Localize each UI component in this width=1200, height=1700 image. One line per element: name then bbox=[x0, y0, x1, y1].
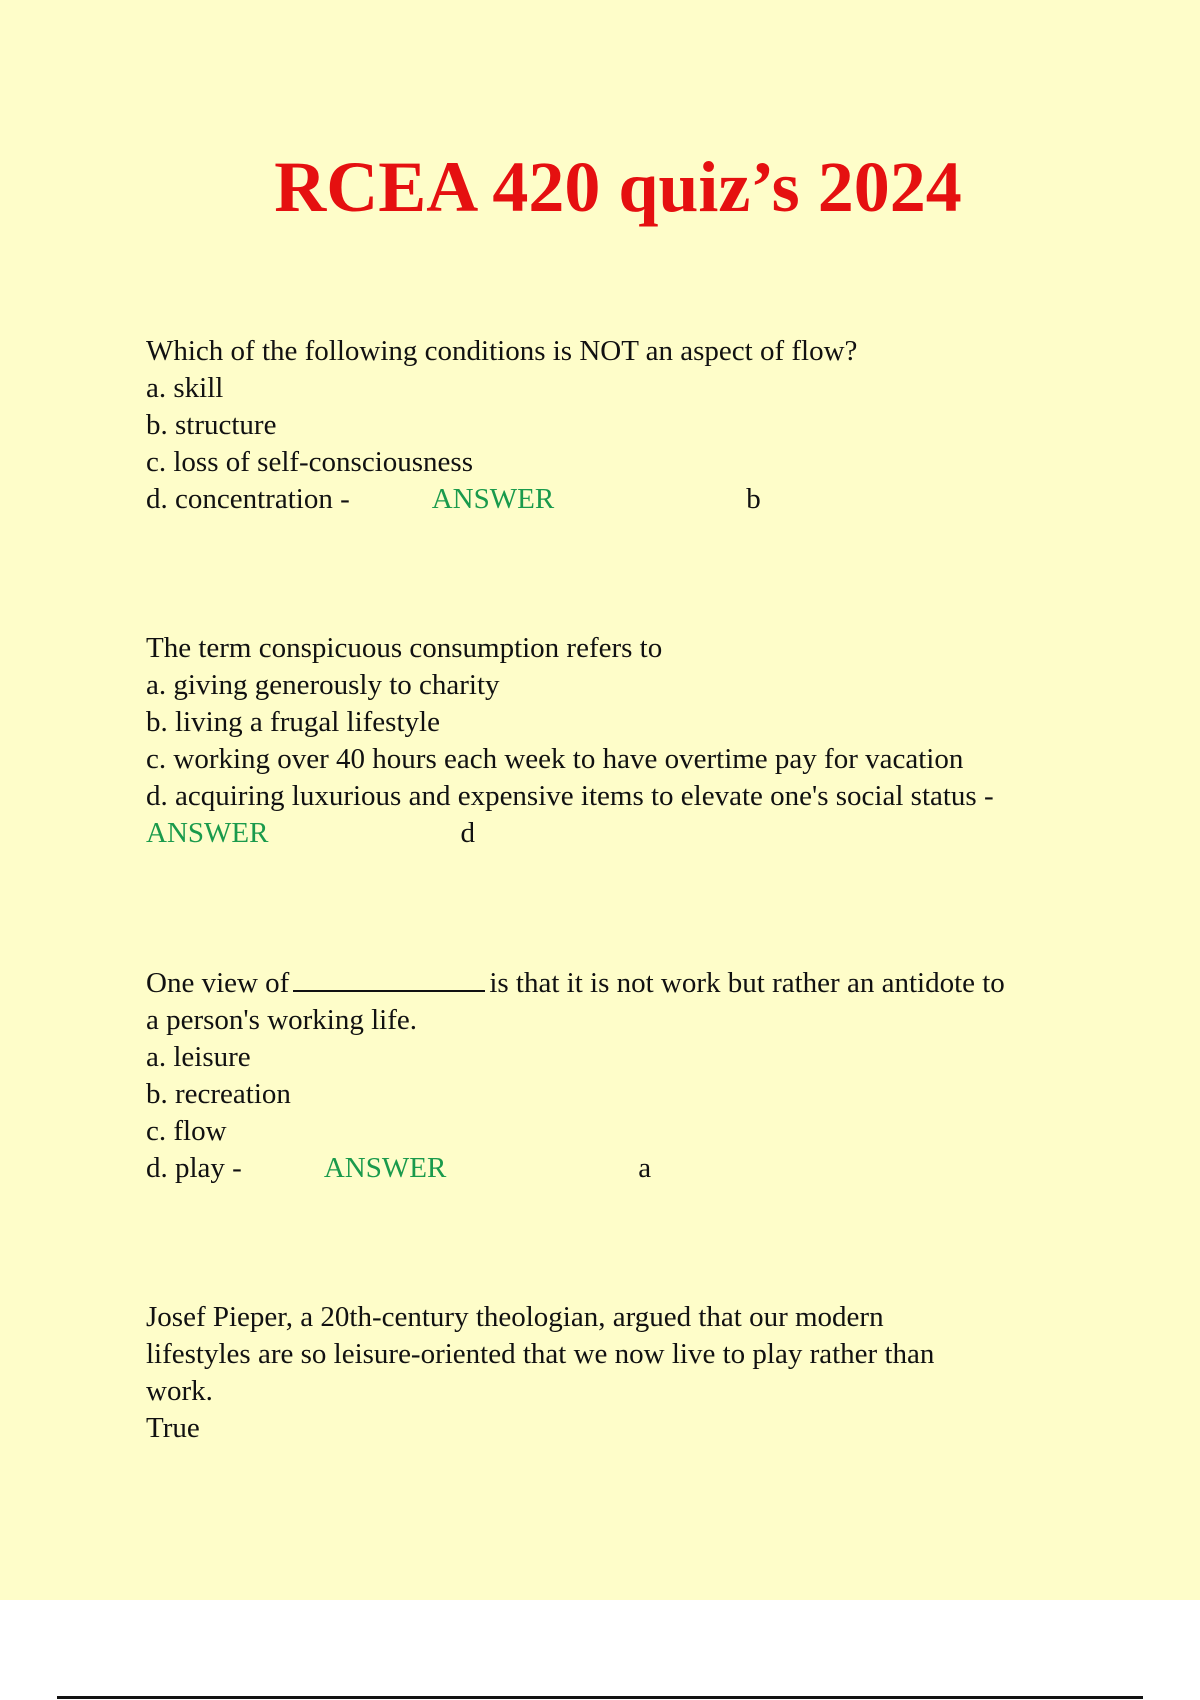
question-3-answer-label: ANSWER bbox=[323, 1152, 447, 1184]
document-title: RCEA 420 quiz’s 2024 bbox=[274, 147, 962, 227]
question-2-stem: The term conspicuous consumption refers to bbox=[146, 632, 663, 664]
question-3-stem-line-2: a person's working life. bbox=[146, 1004, 417, 1036]
question-4-stem-line-2: lifestyles are so leisure-oriented that we now live to play rather than bbox=[146, 1338, 935, 1370]
question-1-answer-line bbox=[146, 481, 1096, 518]
question-2-answer-label: ANSWER bbox=[146, 817, 269, 849]
question-3-stem-before-blank: One view of bbox=[146, 967, 290, 999]
question-2-option-a: a. giving generously to charity bbox=[146, 669, 500, 701]
question-3-answer: a bbox=[638, 1152, 652, 1184]
question-4 bbox=[146, 1299, 1096, 1447]
question-3 bbox=[146, 965, 1096, 1187]
question-3-stem-after-blank: is that it is not work but rather an antidote to bbox=[489, 967, 1005, 999]
question-1-option-d: d. concentration - bbox=[146, 483, 350, 515]
question-4-stem-line-1: Josef Pieper, a 20th-century theologian, argued that our modern bbox=[146, 1301, 884, 1333]
question-1-option-a: a. skill bbox=[146, 372, 224, 404]
question-1-option-b: b. structure bbox=[146, 409, 277, 441]
question-1-option-c: c. loss of self-consciousness bbox=[146, 446, 474, 478]
question-2-option-d: d. acquiring luxurious and expensive items to elevate one's social status - bbox=[146, 780, 994, 812]
question-3-stem-line-1 bbox=[146, 965, 1096, 1002]
question-1 bbox=[146, 333, 1096, 518]
question-1-answer: b bbox=[746, 483, 761, 515]
fill-in-blank bbox=[293, 970, 485, 992]
question-1-stem: Which of the following conditions is NOT an aspect of flow? bbox=[146, 335, 858, 367]
question-2-option-c: c. working over 40 hours each week to have overtime pay for vacation bbox=[146, 743, 964, 775]
question-3-option-c: c. flow bbox=[146, 1115, 227, 1147]
question-3-option-b: b. recreation bbox=[146, 1078, 291, 1110]
question-2-answer-line bbox=[146, 815, 1096, 852]
question-1-answer-label: ANSWER bbox=[431, 483, 555, 515]
question-2-answer: d bbox=[460, 817, 475, 849]
question-4-stem-line-3: work. bbox=[146, 1375, 213, 1407]
question-4-answer: True bbox=[146, 1412, 200, 1444]
question-2-option-b: b. living a frugal lifestyle bbox=[146, 706, 440, 738]
question-3-answer-line bbox=[146, 1150, 1096, 1187]
question-3-option-d: d. play - bbox=[146, 1152, 242, 1184]
footer-rule bbox=[57, 1696, 1143, 1699]
question-2 bbox=[146, 630, 1096, 852]
question-3-option-a: a. leisure bbox=[146, 1041, 251, 1073]
